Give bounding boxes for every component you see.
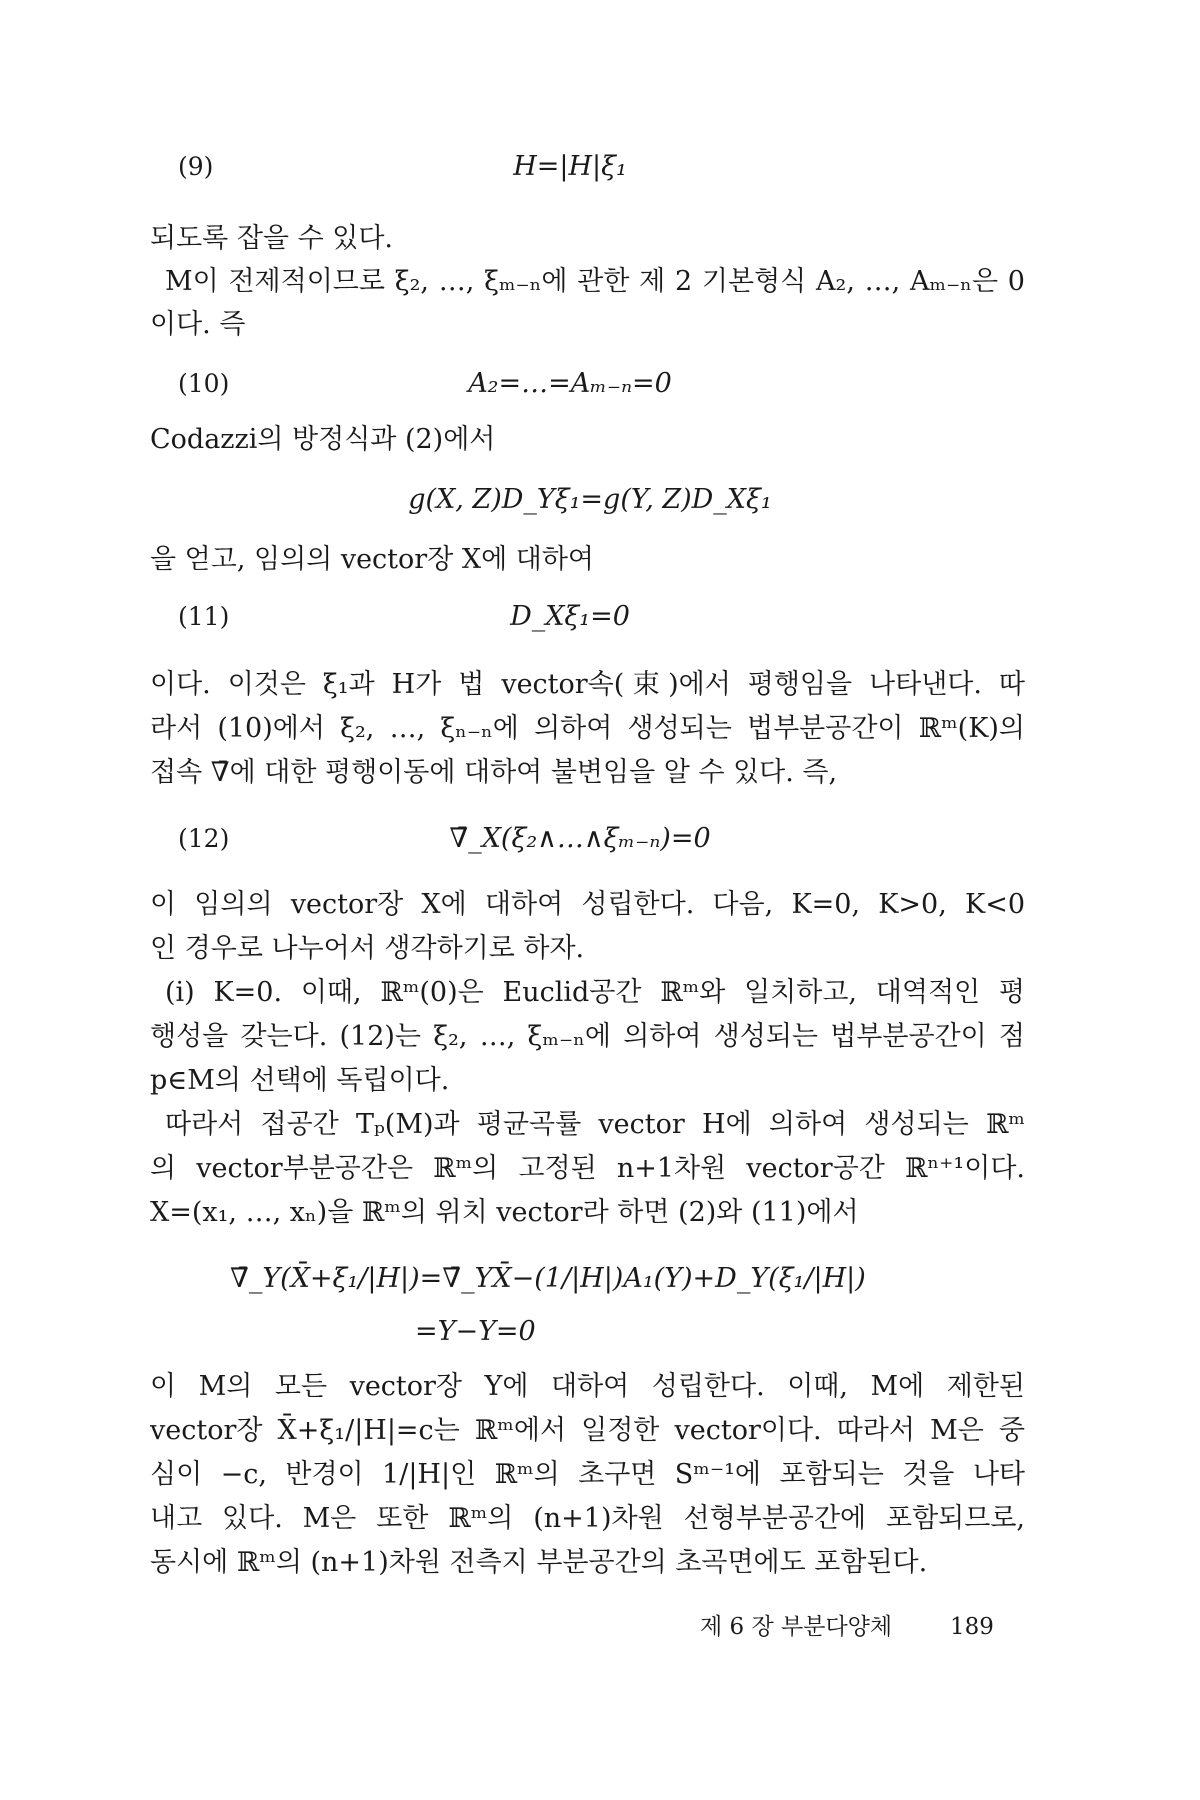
equation-number-10: (10) <box>178 369 230 398</box>
equation-10: A₂=…=Aₘ₋ₙ=0 <box>468 368 672 399</box>
paragraph-line: 라서 (10)에서 ξ₂, …, ξₙ₋ₙ에 의하여 생성되는 법부분공간이 ℝᵐ(K)의 <box>150 713 1025 744</box>
paragraph-line: p∈M의 선택에 독립이다. <box>150 1065 450 1096</box>
paragraph-line: M이 전제적이므로 ξ₂, …, ξₘ₋ₙ에 관한 제 2 기본형식 A₂, …, Aₘ₋ₙ은 0 <box>165 266 1025 297</box>
paragraph-line: (i) K=0. 이때, ℝᵐ(0)은 Euclid공간 ℝᵐ와 일치하고, 대역적인 평 <box>165 977 1025 1008</box>
equation-number-11: (11) <box>178 602 230 631</box>
equation-11: D_Xξ₁=0 <box>510 601 630 632</box>
page-number: 189 <box>950 1614 994 1640</box>
paragraph-line: 행성을 갖는다. (12)는 ξ₂, …, ξₘ₋ₙ에 의하여 생성되는 법부분공간이 점 <box>150 1021 1025 1052</box>
paragraph-line: 인 경우로 나누어서 생각하기로 하자. <box>150 933 585 964</box>
paragraph-line: 심이 −c, 반경이 1/|H|인 ℝᵐ의 초구면 Sᵐ⁻¹에 포함되는 것을 나타 <box>150 1459 1025 1490</box>
paragraph-line: Codazzi의 방정식과 (2)에서 <box>150 424 496 455</box>
paragraph-line: 따라서 접공간 Tₚ(M)과 평균곡률 vector H에 의하여 생성되는 ℝᵐ <box>165 1109 1025 1140</box>
paragraph-line: 이 M의 모든 vector장 Y에 대하여 성립한다. 이때, M에 제한된 <box>150 1371 1025 1402</box>
paragraph-line: vector장 X̄+ξ₁/|H|=c는 ℝᵐ에서 일정한 vector이다. 따라서 M은 중 <box>150 1415 1025 1446</box>
paragraph-line: 을 얻고, 임의의 vector장 X에 대하여 <box>150 544 594 575</box>
paragraph-line: X=(x₁, …, xₙ)을 ℝᵐ의 위치 vector라 하면 (2)와 (11)에서 <box>150 1197 859 1228</box>
display-equation-row-2: =Y−Y=0 <box>415 1316 536 1347</box>
paragraph-line: 내고 있다. M은 또한 ℝᵐ의 (n+1)차원 선형부분공간에 포함되므로, <box>150 1503 1025 1534</box>
equation-number-12: (12) <box>178 824 230 853</box>
paragraph-line: 접속 ∇̄에 대한 평행이동에 대하여 불변임을 알 수 있다. 즉, <box>150 757 838 788</box>
running-footer-chapter: 제 6 장 부분다양체 <box>700 1614 893 1640</box>
codazzi-equation: g(X, Z)D_Yξ₁=g(Y, Z)D_Xξ₁ <box>408 484 772 515</box>
equation-12: ∇̄_X(ξ₂∧…∧ξₘ₋ₙ)=0 <box>449 823 711 854</box>
paragraph-line: 이다. 즉 <box>150 309 246 340</box>
equation-number-9: (9) <box>178 152 214 181</box>
paragraph-line: 의 vector부분공간은 ℝᵐ의 고정된 n+1차원 vector공간 ℝⁿ⁺¹이다. <box>150 1153 1025 1184</box>
paragraph-line: 동시에 ℝᵐ의 (n+1)차원 전측지 부분공간의 초곡면에도 포함된다. <box>150 1547 928 1578</box>
display-equation-row-1: ∇̄_Y(X̄+ξ₁/|H|)=∇̄_YX̄−(1/|H|)A₁(Y)+D_Y(ξ₁/|H|) <box>230 1263 866 1294</box>
paragraph-line: 이다. 이것은 ξ₁과 H가 법 vector속(束)에서 평행임을 나타낸다. 따 <box>150 669 1025 700</box>
paragraph-line: 되도록 잡을 수 있다. <box>150 223 393 254</box>
equation-9: H=|H|ξ₁ <box>513 151 627 182</box>
paragraph-line: 이 임의의 vector장 X에 대하여 성립한다. 다음, K=0, K>0, K<0 <box>150 889 1025 920</box>
